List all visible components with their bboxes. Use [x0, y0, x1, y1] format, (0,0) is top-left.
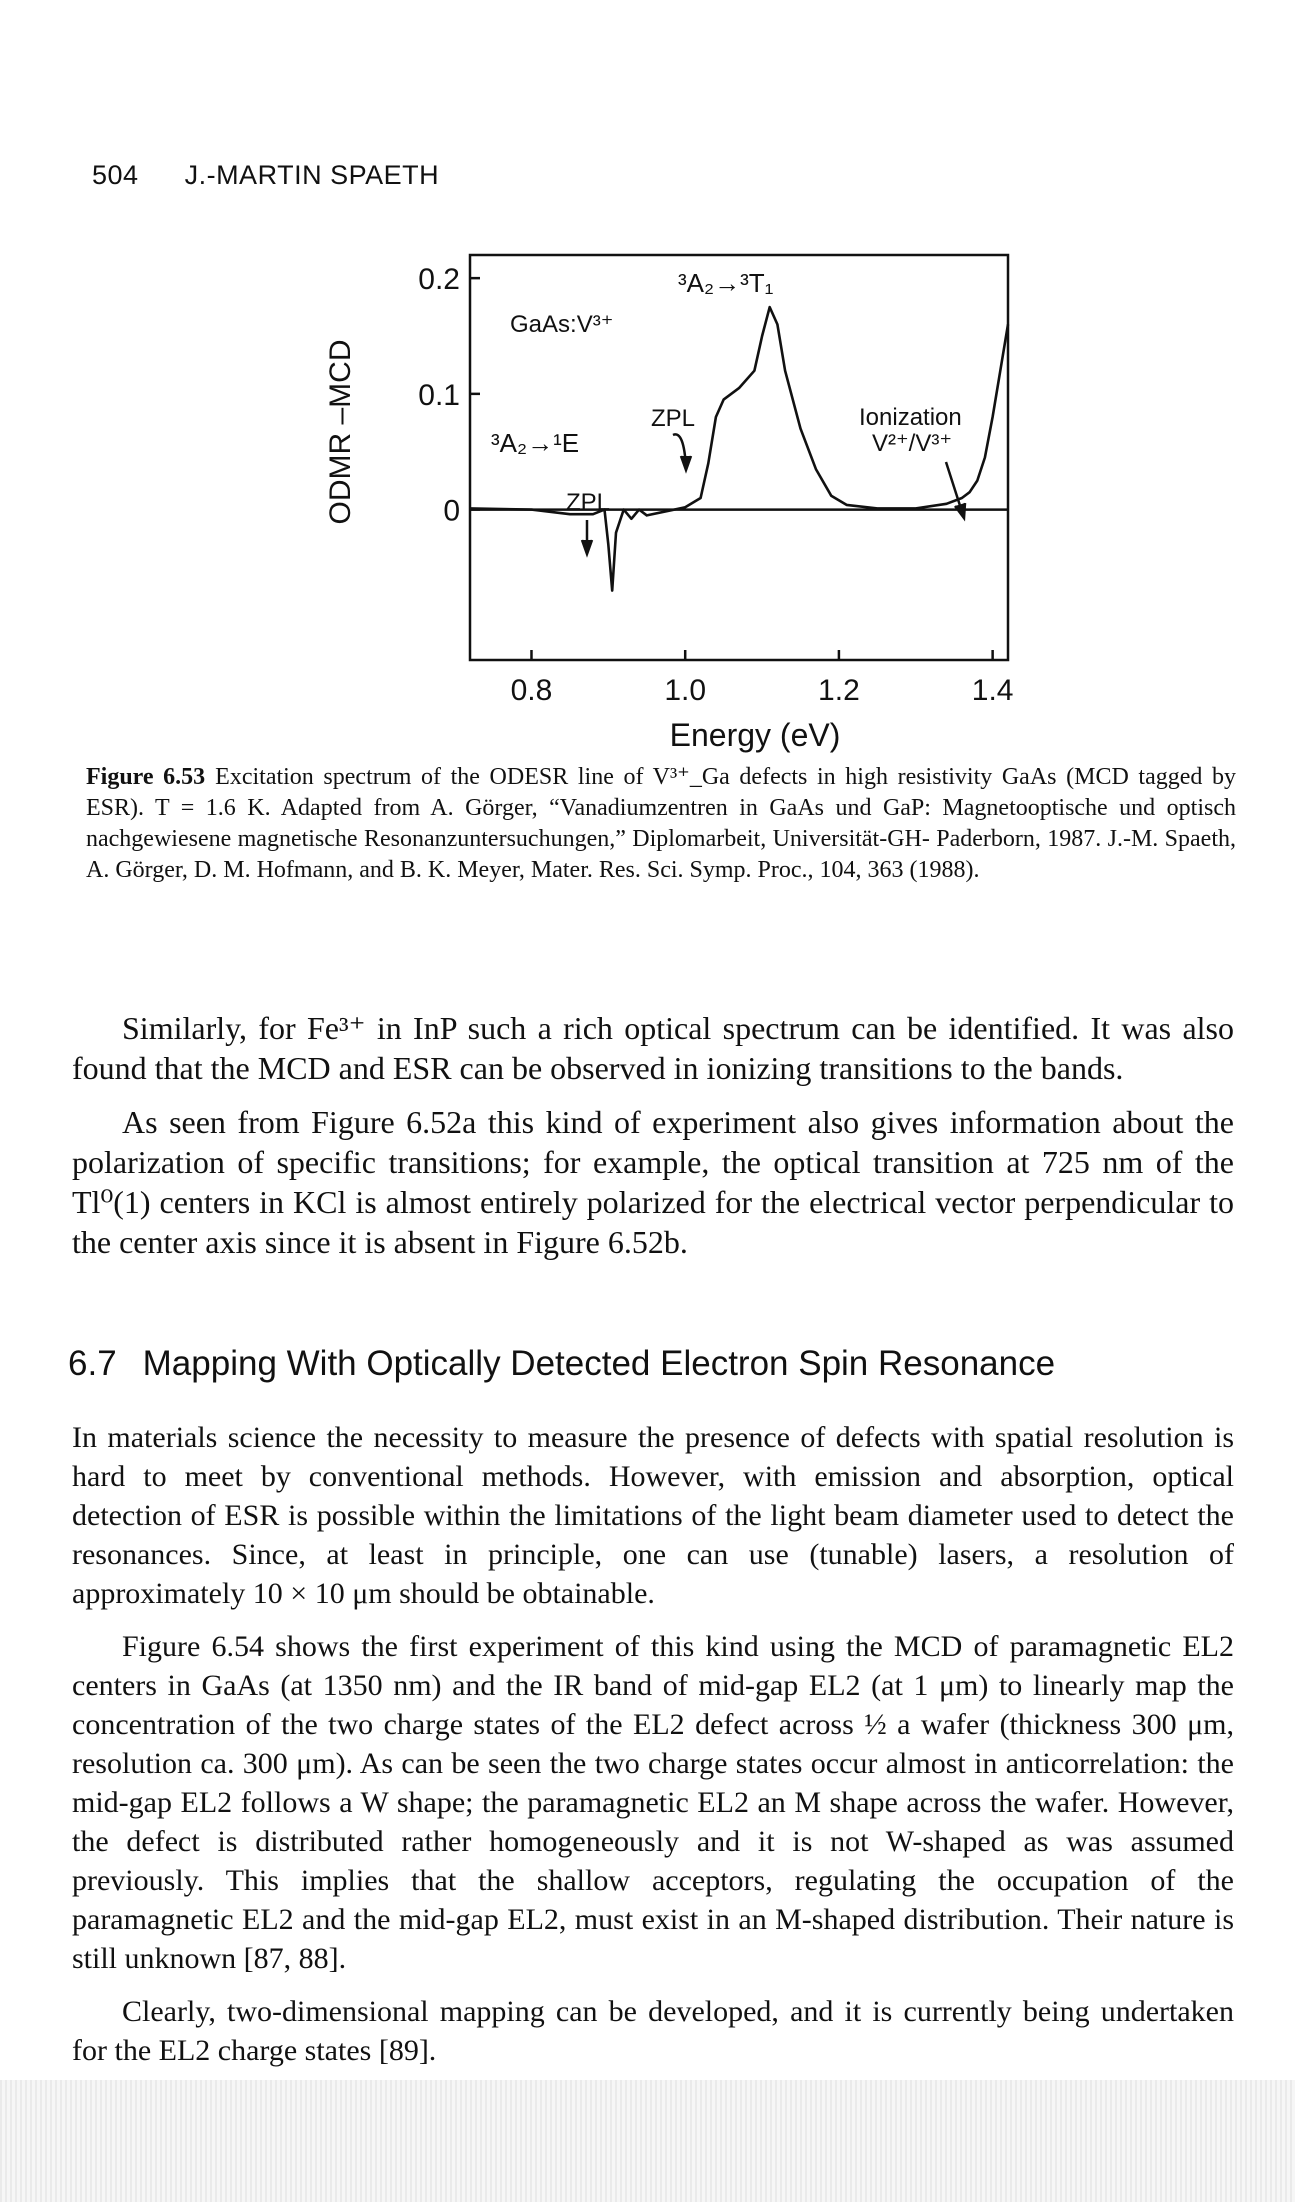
body-paragraphs: [72, 1008, 1234, 1276]
t1-zpl-arrowhead: [681, 456, 691, 470]
y-tick-label: 0.1: [418, 378, 460, 412]
x-tick-label: 1.2: [818, 674, 860, 707]
e-transition-label: ³A₂→¹E: [491, 428, 580, 458]
sample-label: GaAs:V³⁺: [510, 311, 614, 338]
section-heading: [68, 1344, 1055, 1384]
scan-artifact: [0, 2080, 1295, 2202]
caption-label: Figure 6.53: [86, 764, 206, 790]
paragraph-fe-inp: Similarly, for Fe³⁺ in InP such a rich optical spectrum can be identified. It was also found that the MCD and ESR can be observed in ionizing transitions to the bands.: [72, 1010, 1234, 1086]
y-tick-label: 0.2: [418, 263, 460, 297]
section-body: [72, 1418, 1234, 2084]
x-tick-label: 0.8: [510, 674, 553, 707]
paragraph-polarization: As seen from Figure 6.52a this kind of experiment also gives information about the polarization of specific transitions; for example, the optical transition at 725 nm of the Tl⁰(1) centers in KCl is almost entirely polarized for the electrical vector perpendicular to the center axis since it is absent in Figure 6.52b.: [72, 1104, 1234, 1260]
odmr-mcd-chart: [0, 0, 1295, 760]
section-number: 6.7: [68, 1344, 117, 1383]
paragraph-figure-654: Figure 6.54 shows the first experiment of this kind using the MCD of paramagnetic EL2 centers in GaAs (at 1350 nm) and the IR band of mid-gap EL2 (at 1 μm) to linearly map the concentration of the two charge states of the EL2 defect across ½ a wafer (thickness 300 μm, resolution ca. 300 μm). As can be seen the two charge states occur almost in anticorrelation: the mid-gap EL2 follows a W shape; the paramagnetic EL2 an M shape across the wafer. However, the defect is distributed rather homogeneously and it is not W-shaped as was assumed previously. This implies that the shallow acceptors, regulating the occupation of the paramagnetic EL2 and the mid-gap EL2, must exist in an M-shaped distribution. Their nature is still unknown [87, 88].: [72, 1630, 1234, 1975]
y-axis-label: ODMR –MCD: [324, 339, 357, 525]
t1-zpl-label: ZPL: [651, 405, 696, 432]
x-tick-label: 1.0: [664, 674, 707, 707]
t1-transition-label: ³A₂→³T₁: [678, 268, 774, 298]
y-tick-label: 0: [443, 494, 460, 528]
figure-caption: [86, 762, 1236, 886]
paragraph-two-dimensional: Clearly, two-dimensional mapping can be developed, and it is currently being undertaken for the EL2 charge states [89].: [72, 1995, 1234, 2067]
x-axis-label: Energy (eV): [669, 717, 841, 753]
e-zpl-label: ZPL: [566, 489, 611, 516]
ionization-label: Ionization: [859, 404, 962, 431]
x-tick-label: 1.4: [971, 674, 1014, 707]
section-title: Mapping With Optically Detected Electron Spin Resonance: [142, 1344, 1056, 1383]
caption-text: Excitation spectrum of the ODESR line of V³⁺_Ga defects in high resistivity GaAs (MCD tagged by ESR). T = 1.6 K. Adapted from A. Görger, “Vanadiumzentren in GaAs und GaP: Magnetooptische und optisch nachgewiesene magnetische Resonanzuntersuchungen,” Diplomarbeit, Universität-GH- Paderborn, 1987. J.-M. Spaeth, A. Görger, D. M. Hofmann, and B. K. Meyer, Mater. Res. Sci. Symp. Proc., 104, 363 (1988).: [86, 764, 1237, 883]
author-header: J.-MARTIN SPAETH: [184, 160, 440, 190]
ionization-transition-label: V²⁺/V³⁺: [872, 430, 953, 457]
page-number: 504: [92, 160, 139, 190]
e-zpl-arrowhead: [582, 540, 592, 554]
paragraph-mapping-intro: In materials science the necessity to measure the presence of defects with spatial resolution is hard to meet by conventional methods. However, with emission and absorption, optical detection of ESR is possible within the limitations of the light beam diameter used to detect the resonances. Since, at least in principle, one can use (tunable) lasers, a resolution of approximately 10 × 10 μm should be obtainable.: [72, 1421, 1234, 1610]
